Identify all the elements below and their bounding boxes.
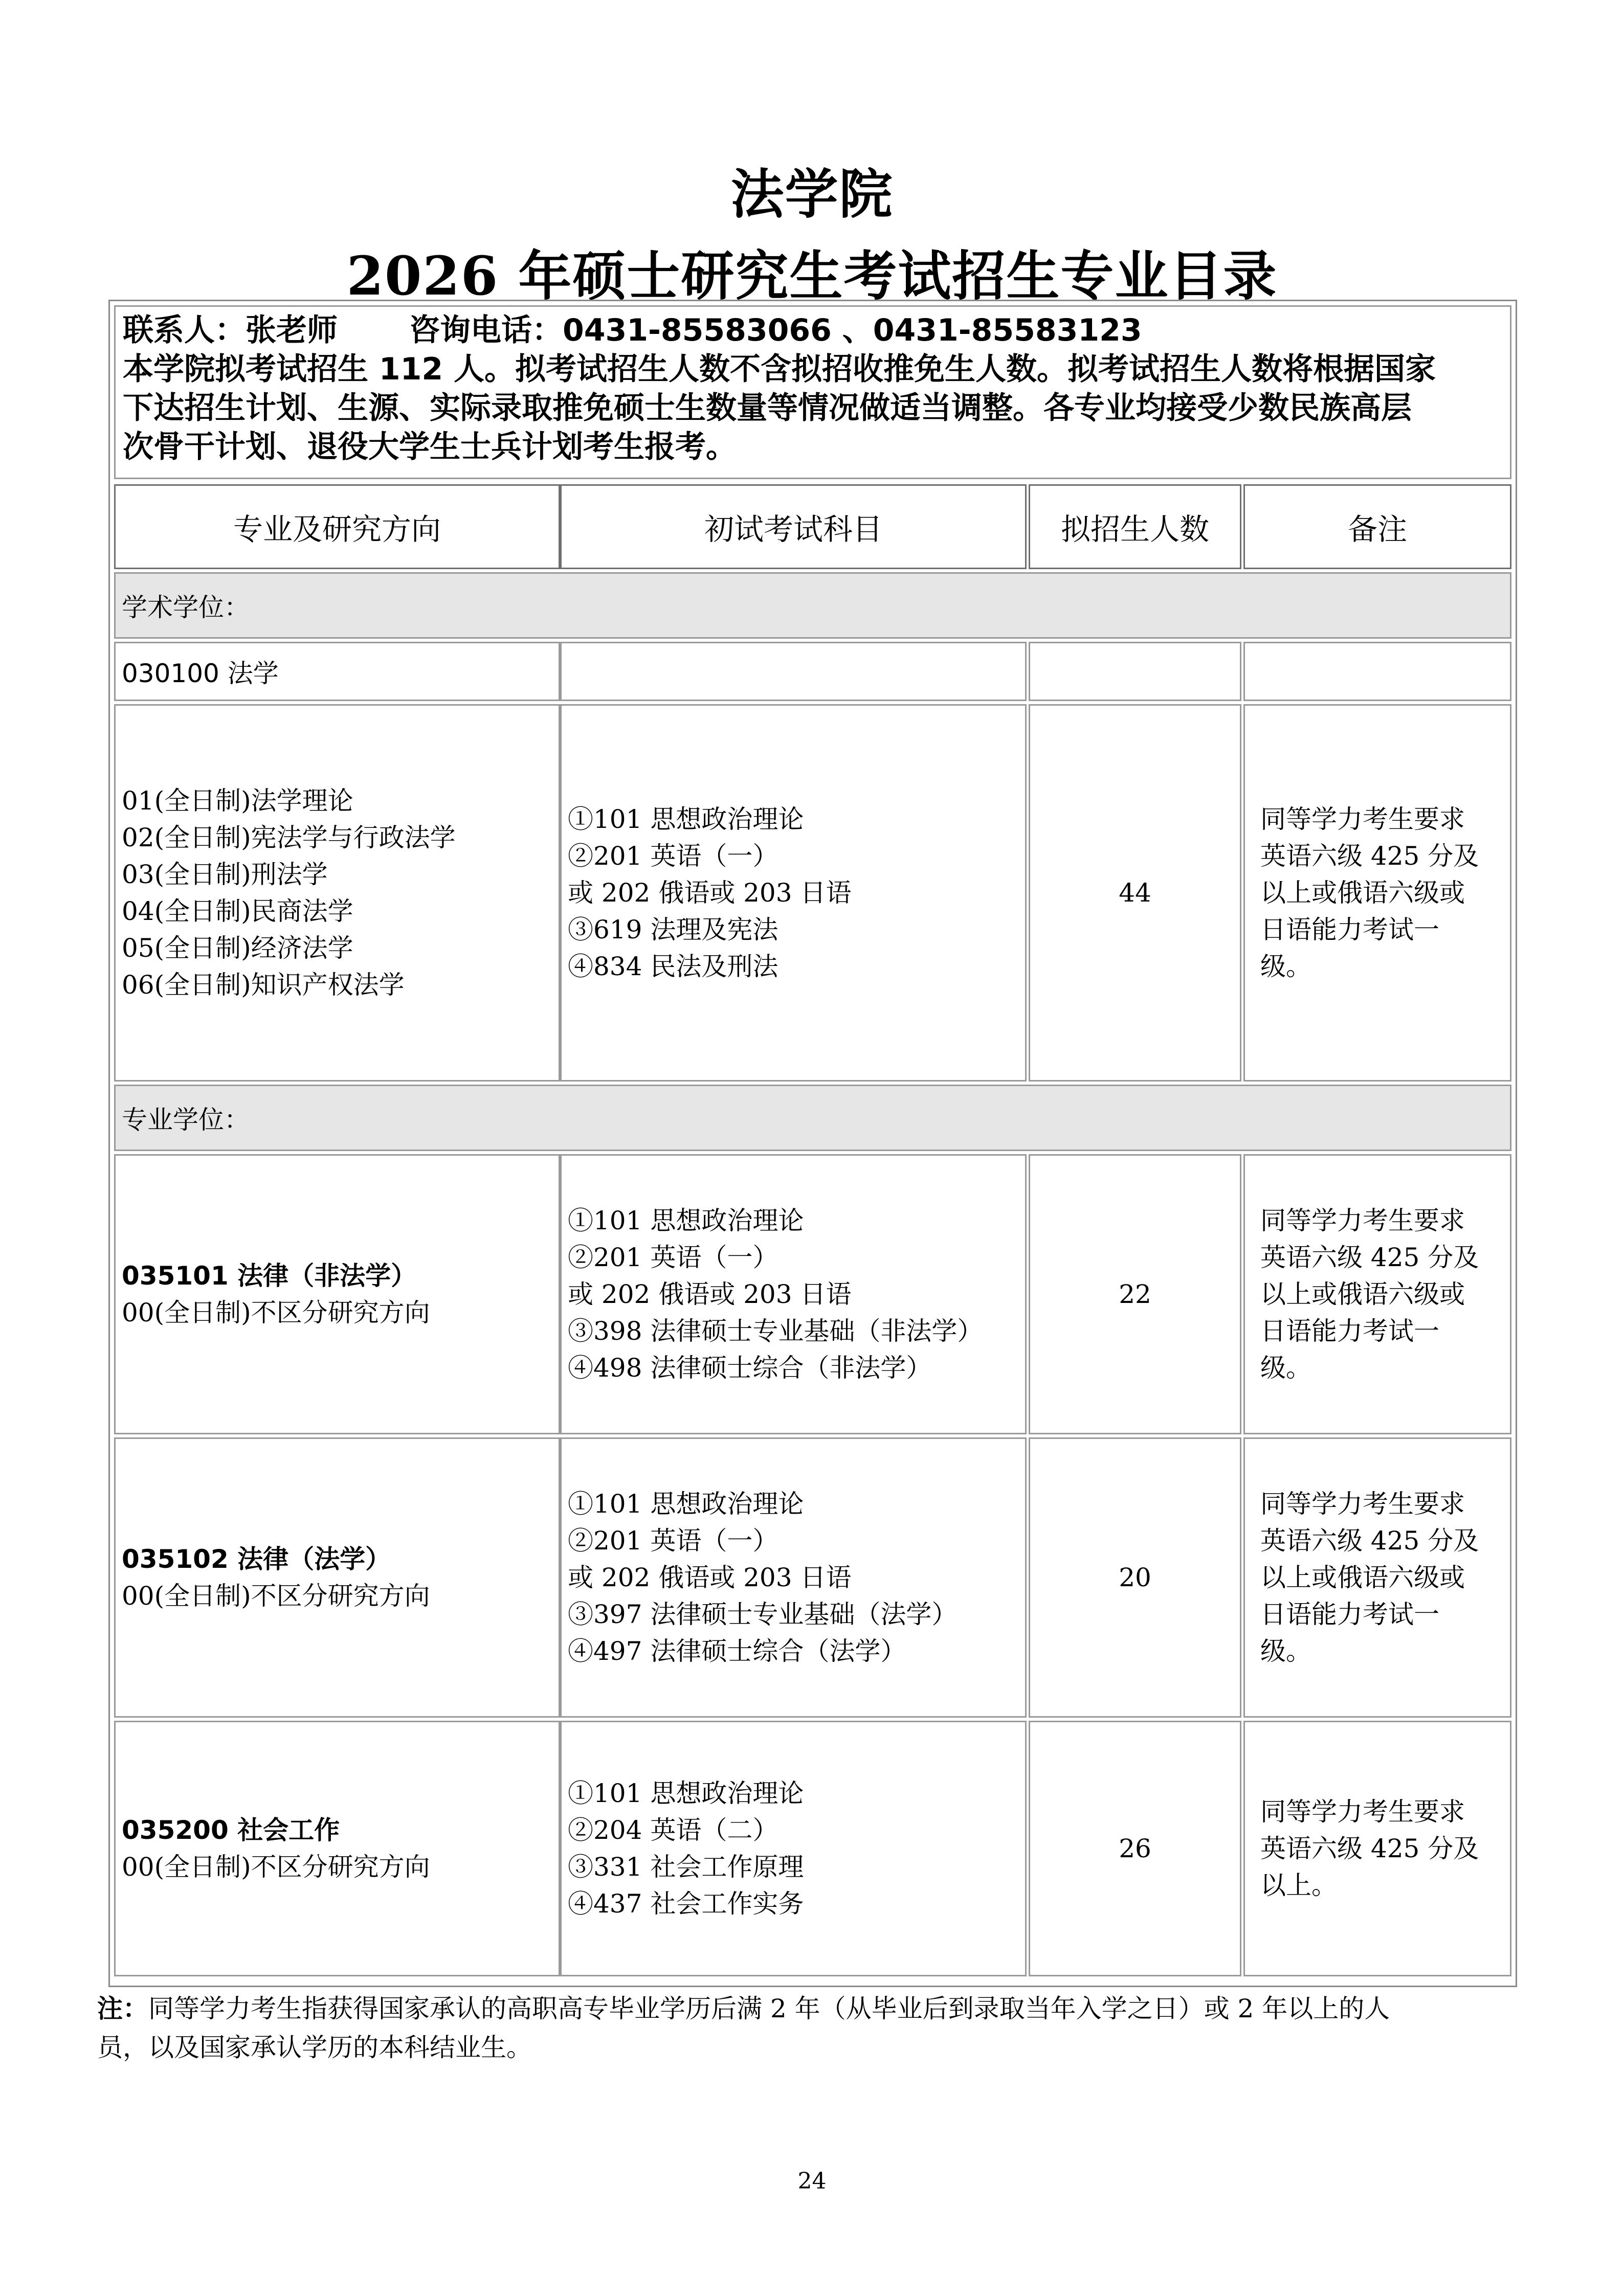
note-line: 日语能力考试一 (1260, 1316, 1439, 1346)
major-direction: 00(全日制)不区分研究方向 (122, 1852, 430, 1882)
subject-item: ①101 思想政治理论 (568, 1206, 804, 1235)
direction-item: 04(全日制)民商法学 (122, 896, 353, 926)
count-035200: 26 (1029, 1721, 1241, 1976)
directions-030100 (114, 704, 560, 1082)
major-030100: 030100 法学 (114, 642, 560, 701)
notes-030100 (1243, 704, 1511, 1082)
subject-item: ④497 法律硕士综合（法学） (568, 1636, 906, 1666)
direction-item: 05(全日制)经济法学 (122, 933, 353, 963)
note-line: 英语六级 425 分及 (1260, 841, 1479, 871)
info-text-1: 本学院拟考试招生 112 人。拟考试招生人数不含拟招收推免生人数。拟考试招生人数将根据国家 (123, 351, 1436, 387)
major-direction: 00(全日制)不区分研究方向 (122, 1581, 430, 1611)
count-035101: 22 (1029, 1154, 1241, 1434)
major-title: 035102 法律（法学） (122, 1544, 391, 1574)
note-line: 以上或俄语六级或 (1260, 878, 1465, 908)
note-line: 英语六级 425 分及 (1260, 1834, 1479, 1863)
catalog-table (108, 300, 1517, 1987)
info-text-3: 次骨干计划、退役大学生士兵计划考生报考。 (123, 429, 737, 465)
count-030100: 44 (1029, 704, 1241, 1082)
subject-item: ③619 法理及宪法 (568, 915, 778, 944)
contact-person: 联系人：张老师 (123, 312, 338, 348)
major-035102 (114, 1437, 560, 1718)
major-title: 035200 社会工作 (122, 1815, 340, 1845)
subject-item: ①101 思想政治理论 (568, 1779, 804, 1808)
footnote-text-2: 员，以及国家承认学历的本科结业生。 (97, 2033, 532, 2062)
major-035200 (114, 1721, 560, 1976)
notes-035200 (1243, 1721, 1511, 1976)
empty-cell (1243, 642, 1511, 701)
subjects-030100 (560, 704, 1027, 1082)
note-line: 以上。 (1260, 1871, 1337, 1900)
note-line: 英语六级 425 分及 (1260, 1243, 1479, 1272)
header-subjects: 初试考试科目 (560, 484, 1027, 569)
subject-item: ②201 英语（一） (568, 1526, 778, 1556)
major-direction: 00(全日制)不区分研究方向 (122, 1298, 430, 1327)
note-line: 同等学力考生要求 (1260, 1206, 1465, 1235)
subject-item: 或 202 俄语或 203 日语 (568, 878, 852, 908)
subject-item: 或 202 俄语或 203 日语 (568, 1279, 852, 1309)
subjects-035102 (560, 1437, 1027, 1718)
note-line: 以上或俄语六级或 (1260, 1563, 1465, 1592)
count-035102: 20 (1029, 1437, 1241, 1718)
note-line: 级。 (1260, 1353, 1311, 1383)
subject-item: ①101 思想政治理论 (568, 1489, 804, 1519)
subject-item: ②201 英语（一） (568, 841, 778, 871)
empty-cell (1029, 642, 1241, 701)
footnote-text-1: 同等学力考生指获得国家承认的高职高专毕业学历后满 2 年（从毕业后到录取当年入学之日）或 2 年以上的人 (148, 1994, 1390, 2023)
subject-item: ②201 英语（一） (568, 1243, 778, 1272)
info-block (114, 305, 1511, 479)
subject-item: ③397 法律硕士专业基础（法学） (568, 1600, 958, 1629)
subject-item: ③331 社会工作原理 (568, 1852, 804, 1882)
direction-item: 02(全日制)宪法学与行政法学 (122, 823, 456, 852)
empty-cell (560, 642, 1027, 701)
direction-item: 06(全日制)知识产权法学 (122, 970, 405, 1000)
page-number: 24 (797, 2168, 827, 2194)
notes-035101 (1243, 1154, 1511, 1434)
subject-item: ③398 法律硕士专业基础（非法学） (568, 1316, 983, 1346)
subjects-035200 (560, 1721, 1027, 1976)
note-line: 级。 (1260, 952, 1311, 981)
footnote (97, 1989, 1529, 2067)
direction-item: 01(全日制)法学理论 (122, 786, 353, 816)
note-line: 级。 (1260, 1636, 1311, 1666)
subject-item: 或 202 俄语或 203 日语 (568, 1563, 852, 1592)
section-academic: 学术学位： (114, 572, 1511, 639)
subject-item: ④437 社会工作实务 (568, 1889, 804, 1919)
direction-item: 03(全日制)刑法学 (122, 860, 328, 889)
subjects-035101 (560, 1154, 1027, 1434)
info-text-2: 下达招生计划、生源、实际录取推免硕士生数量等情况做适当调整。各专业均接受少数民族高层 (123, 390, 1412, 426)
note-line: 日语能力考试一 (1260, 915, 1439, 944)
header-major: 专业及研究方向 (114, 484, 560, 569)
subject-item: ④498 法律硕士综合（非法学） (568, 1353, 932, 1383)
note-line: 同等学力考生要求 (1260, 1797, 1465, 1827)
major-035101 (114, 1154, 560, 1434)
page-title (0, 153, 1624, 317)
note-line: 同等学力考生要求 (1260, 1489, 1465, 1519)
note-line: 日语能力考试一 (1260, 1600, 1439, 1629)
subject-item: ④834 民法及刑法 (568, 952, 778, 981)
note-line: 同等学力考生要求 (1260, 804, 1465, 834)
college-name: 法学院 (730, 163, 894, 226)
header-notes: 备注 (1243, 484, 1511, 569)
notes-035102 (1243, 1437, 1511, 1718)
note-line: 英语六级 425 分及 (1260, 1526, 1479, 1556)
contact-line (123, 311, 1503, 350)
note-line: 以上或俄语六级或 (1260, 1279, 1465, 1309)
footnote-label: 注： (97, 1994, 148, 2023)
catalog-title: 2026 年硕士研究生考试招生专业目录 (346, 244, 1278, 307)
subject-item: ②204 英语（二） (568, 1815, 778, 1845)
subject-item: ①101 思想政治理论 (568, 804, 804, 834)
header-count: 拟招生人数 (1029, 484, 1241, 569)
contact-phone: 咨询电话：0431-85583066 、0431-85583123 (409, 312, 1142, 348)
major-title: 035101 法律（非法学） (122, 1261, 417, 1291)
section-professional: 专业学位： (114, 1085, 1511, 1151)
